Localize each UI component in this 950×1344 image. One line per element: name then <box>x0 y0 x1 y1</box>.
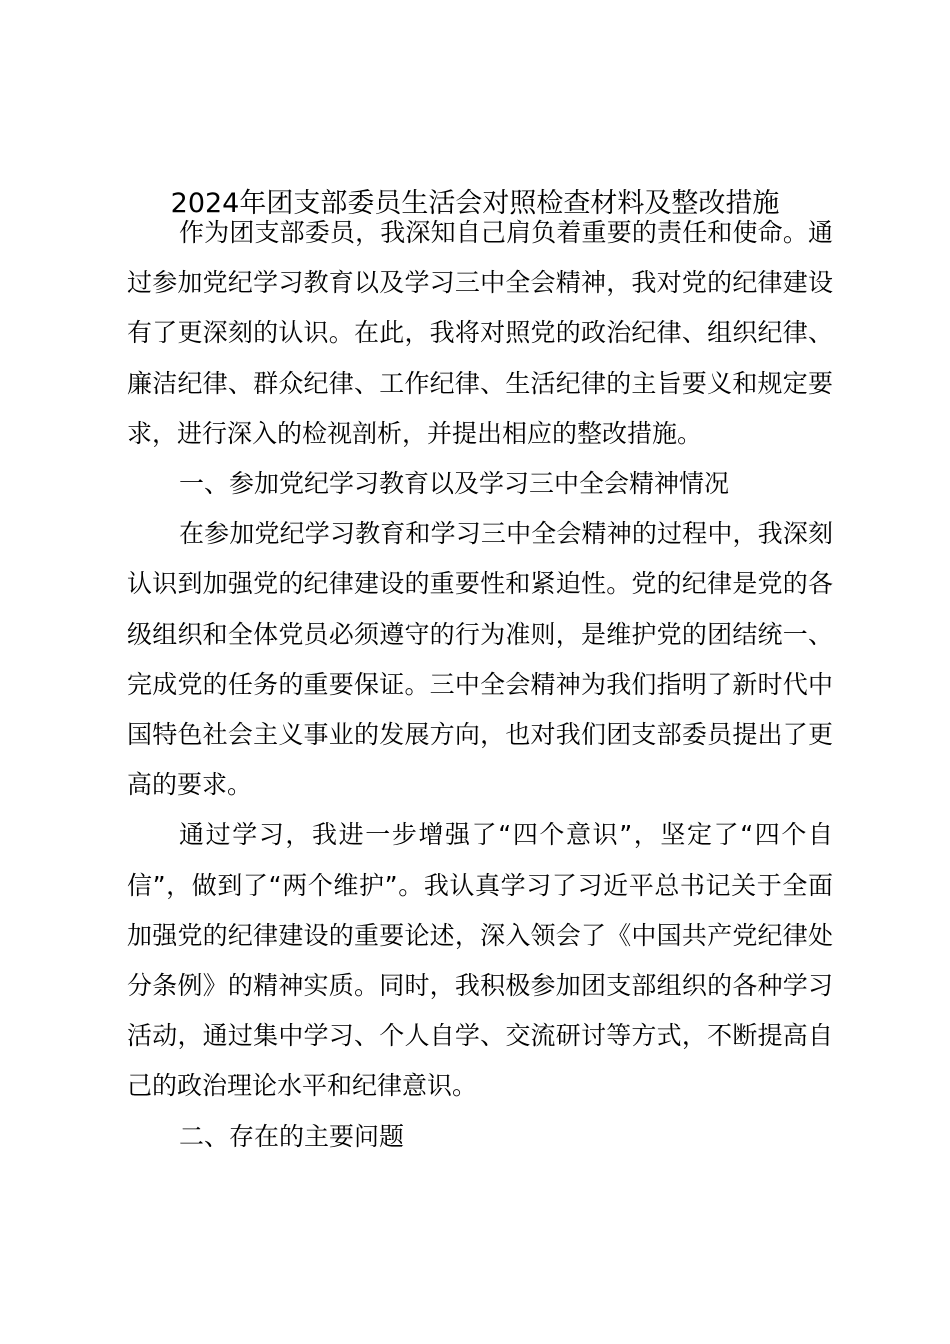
section-1-paragraph-2: 通过学习，我进一步增强了“四个意识”，坚定了“四个自信”，做到了“两个维护”。我认真学习了习近平总书记关于全面加强党的纪律建设的重要论述，深入领会了《中国共产党纪律处分条例》的精神实质。同时，我积极参加团支部组织的各种学习活动，通过集中学习、个人自学、交流研讨等方式，不断提高自己的政治理论水平和纪律意识。 <box>127 820 833 1101</box>
section-heading-1: 一、参加党纪学习教育以及学习三中全会精神情况 <box>179 469 730 499</box>
section-1-paragraph-1: 在参加党纪学习教育和学习三中全会精神的过程中，我深刻认识到加强党的纪律建设的重要性和紧迫性。党的纪律是党的各级组织和全体党员必须遵守的行为准则，是维护党的团结统一、完成党的任务的重要保证。三中全会精神为我们指明了新时代中国特色社会主义事业的发展方向，也对我们团支部委员提出了更高的要求。 <box>127 519 833 800</box>
section-heading-2: 二、存在的主要问题 <box>179 1121 405 1151</box>
intro-paragraph: 作为团支部委员，我深知自己肩负着重要的责任和使命。通过参加党纪学习教育以及学习三中全会精神，我对党的纪律建设有了更深刻的认识。在此，我将对照党的政治纪律、组织纪律、廉洁纪律、群众纪律、工作纪律、生活纪律的主旨要义和规定要求，进行深入的检视剖析，并提出相应的整改措施。 <box>127 218 833 448</box>
document-body <box>127 208 833 1162</box>
document-title: 2024年团支部委员生活会对照检查材料及整改措施 <box>170 188 780 219</box>
